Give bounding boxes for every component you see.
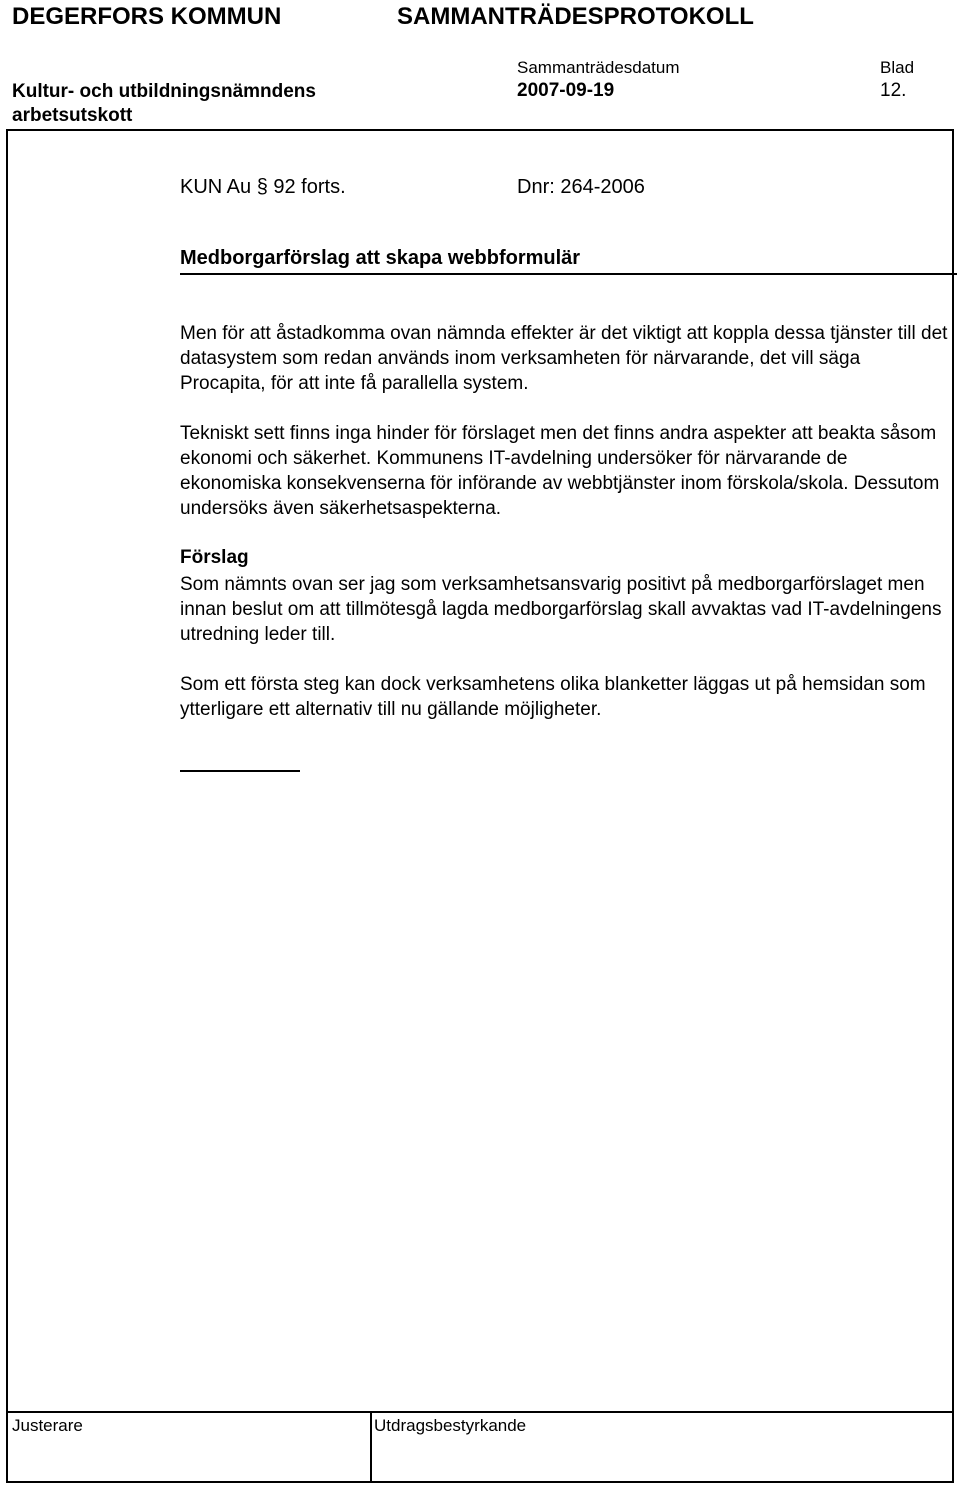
body-paragraph-1: Men för att åstadkomma ovan nämnda effekter är det viktigt att koppla dessa tjänster till det datasystem som redan används inom verksamheten för närvarande, det vill säga Procapita, för att inte få parallella system. (180, 323, 948, 394)
case-subject-heading: Medborgarförslag att skapa webbformulär (180, 247, 581, 269)
case-reference: KUN Au § 92 forts. (180, 176, 346, 198)
proposal-heading: Förslag (180, 547, 249, 568)
committee-name: Kultur- och utbildningsnämndens arbetsutskott (12, 81, 316, 126)
body-paragraph-2: Tekniskt sett finns inga hinder för förslaget men det finns andra aspekter att beakta såsom ekonomi och säkerhet. Kommunens IT-avdelning undersöker för närvarande de ekonomiska konsekvenserna för införande av webbtjänster inom förskola/skola. Dessutom undersöks även säkerhetsaspekterna. (180, 423, 940, 519)
extract-certification-label: Utdragsbestyrkande (374, 1416, 527, 1435)
meeting-date-label: Sammanträdesdatum (517, 58, 680, 77)
footer-divider (370, 1413, 372, 1481)
adjuster-label: Justerare (12, 1416, 83, 1435)
body-paragraph-4: Som ett första steg kan dock verksamhetens olika blanketter läggas ut på hemsidan som ytterligare ett alternativ till nu gällande möjligheter. (180, 674, 926, 720)
page-number: 12. (880, 80, 907, 101)
subject-underline (180, 273, 957, 275)
page-label: Blad (880, 58, 915, 77)
registration-number: Dnr: 264-2006 (517, 176, 645, 198)
organization-title: DEGERFORS KOMMUN (12, 3, 282, 30)
document-type-title: SAMMANTRÄDESPROTOKOLL (397, 3, 754, 30)
end-rule (180, 770, 300, 772)
meeting-date-value: 2007-09-19 (517, 80, 615, 101)
body-paragraph-3: Som nämnts ovan ser jag som verksamhetsansvarig positivt på medborgarförslaget men innan beslut om att tillmötesgå lagda medborgarförslag skall avvaktas vad IT-avdelningens utredning leder till. (180, 574, 942, 645)
